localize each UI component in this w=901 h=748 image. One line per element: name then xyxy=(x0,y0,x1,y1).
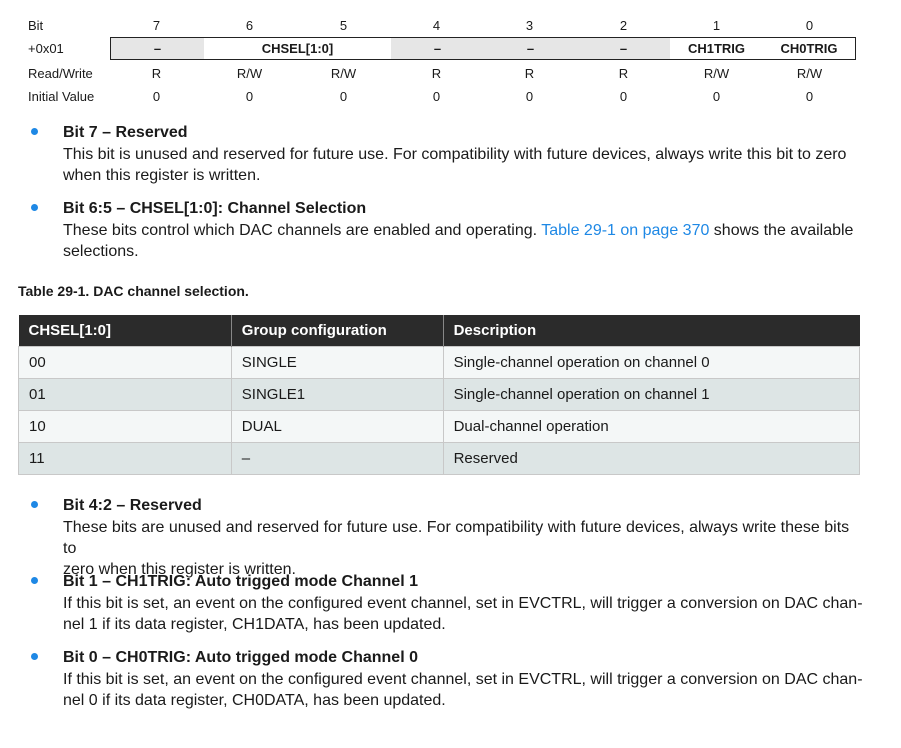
bullet-icon xyxy=(31,653,38,660)
bit-heading: Bit 7 – Reserved xyxy=(63,124,188,141)
description-line xyxy=(63,220,863,241)
rw-value: R xyxy=(431,66,442,81)
table-cell: Reserved xyxy=(443,443,859,475)
bit-number: 1 xyxy=(712,18,721,33)
initial-value: 0 xyxy=(245,89,254,104)
description-line: zero when this register is written. xyxy=(63,561,296,578)
table-cell: SINGLE xyxy=(231,347,443,379)
rw-value: R/W xyxy=(330,66,357,81)
description-line: These bits are unused and reserved for future use. For compatibility with future devices, always write these bits to xyxy=(63,519,850,557)
bit-description xyxy=(63,593,863,635)
table-cell: 01 xyxy=(19,379,232,411)
table-cell: Dual-channel operation xyxy=(443,411,859,443)
bit-number: 7 xyxy=(152,18,161,33)
field-ch0trig: CH0TRIG xyxy=(763,38,855,59)
table-cell: 11 xyxy=(19,443,232,475)
read-write-label: Read/Write xyxy=(28,66,93,81)
field-ch1trig: CH1TRIG xyxy=(670,38,763,59)
dac-channel-table xyxy=(18,315,860,475)
register-fields xyxy=(110,37,856,60)
initial-value: 0 xyxy=(525,89,534,104)
table-cell: Single-channel operation on channel 1 xyxy=(443,379,859,411)
bit-heading: Bit 4:2 – Reserved xyxy=(63,497,202,514)
rw-value: R/W xyxy=(236,66,263,81)
rw-value: R xyxy=(524,66,535,81)
description-line: nel 1 if its data register, CH1DATA, has been updated. xyxy=(63,616,446,633)
bit-number: 4 xyxy=(432,18,441,33)
initial-value: 0 xyxy=(339,89,348,104)
bit-number: 5 xyxy=(339,18,348,33)
description-line: If this bit is set, an event on the configured event channel, set in EVCTRL, will trigger a conversion on DAC chan- xyxy=(63,671,863,688)
column-header: Group configuration xyxy=(231,315,443,347)
bit-number: 3 xyxy=(525,18,534,33)
initial-value: 0 xyxy=(152,89,161,104)
bit-number: 6 xyxy=(245,18,254,33)
register-address: +0x01 xyxy=(28,41,64,56)
table-cell: – xyxy=(231,443,443,475)
rw-value: R/W xyxy=(796,66,823,81)
table-row xyxy=(19,411,860,443)
table-row xyxy=(19,443,860,475)
description-line: This bit is unused and reserved for future use. For compatibility with future devices, always write this bit to zero xyxy=(63,146,847,163)
description-line: nel 0 if its data register, CH0DATA, has been updated. xyxy=(63,692,446,709)
description-text: These bits control which DAC channels are enabled and operating. xyxy=(63,222,542,239)
initial-value: 0 xyxy=(432,89,441,104)
initial-value: 0 xyxy=(619,89,628,104)
bullet-icon xyxy=(31,501,38,508)
field-chsel: CHSEL[1:0] xyxy=(204,38,391,59)
table-row xyxy=(19,347,860,379)
initial-value-row xyxy=(0,86,901,108)
bit-number: 0 xyxy=(805,18,814,33)
table-row xyxy=(19,379,860,411)
rw-value: R xyxy=(151,66,162,81)
table-cell: 00 xyxy=(19,347,232,379)
table-header-row xyxy=(19,315,860,347)
bullet-icon xyxy=(31,128,38,135)
bit-description xyxy=(63,669,863,711)
field-reserved: – xyxy=(391,38,484,59)
table-cell: 10 xyxy=(19,411,232,443)
column-header: CHSEL[1:0] xyxy=(19,315,232,347)
bullet-icon xyxy=(31,577,38,584)
table-reference-link[interactable]: Table 29-1 on page 370 xyxy=(541,222,710,239)
bit-description xyxy=(63,220,863,262)
bit-heading: Bit 6:5 – CHSEL[1:0]: Channel Selection xyxy=(63,200,367,217)
rw-value: R/W xyxy=(703,66,730,81)
column-header: Description xyxy=(443,315,859,347)
description-line: If this bit is set, an event on the configured event channel, set in EVCTRL, will trigger a conversion on DAC chan- xyxy=(63,595,863,612)
initial-value: 0 xyxy=(805,89,814,104)
initial-value-label: Initial Value xyxy=(28,89,95,104)
field-reserved: – xyxy=(484,38,577,59)
table-cell: DUAL xyxy=(231,411,443,443)
table-cell: SINGLE1 xyxy=(231,379,443,411)
table-caption: Table 29-1. DAC channel selection. xyxy=(18,283,249,299)
description-text: shows the available xyxy=(709,222,854,239)
bit-description xyxy=(63,144,863,186)
field-reserved: – xyxy=(111,38,204,59)
description-line: selections. xyxy=(63,243,139,260)
bit-label: Bit xyxy=(28,18,44,33)
bit-heading: Bit 1 – CH1TRIG: Auto trigged mode Channel 1 xyxy=(63,573,418,590)
bit-heading: Bit 0 – CH0TRIG: Auto trigged mode Channel 0 xyxy=(63,649,418,666)
initial-value: 0 xyxy=(712,89,721,104)
bit-number-row xyxy=(0,15,901,37)
read-write-row xyxy=(0,63,901,85)
rw-value: R xyxy=(618,66,629,81)
bullet-icon xyxy=(31,204,38,211)
description-line: when this register is written. xyxy=(63,167,261,184)
table-cell: Single-channel operation on channel 0 xyxy=(443,347,859,379)
bit-description xyxy=(63,517,863,580)
bit-number: 2 xyxy=(619,18,628,33)
field-reserved: – xyxy=(577,38,670,59)
